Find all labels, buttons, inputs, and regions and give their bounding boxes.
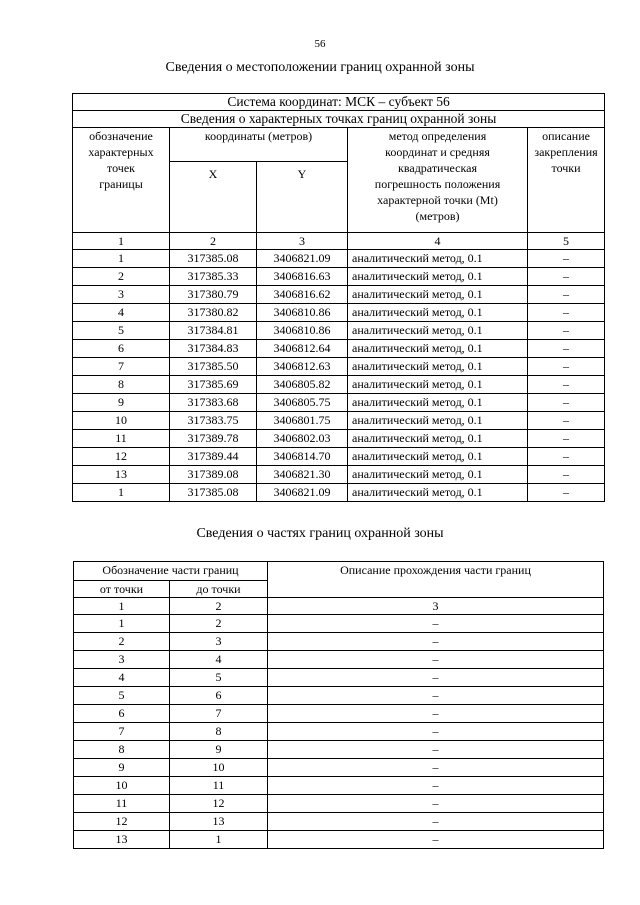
- col-designation-line: точек: [107, 161, 135, 175]
- x-coordinate-cell: 317385.08: [170, 250, 257, 268]
- part-description-cell: –: [268, 723, 604, 741]
- point-number-cell: 3: [73, 286, 170, 304]
- from-point-cell: 10: [74, 777, 170, 795]
- from-point-cell: 4: [74, 669, 170, 687]
- column-number: 1: [74, 598, 170, 615]
- method-cell: аналитический метод, 0.1: [348, 430, 528, 448]
- col-x-header: X: [170, 162, 257, 233]
- point-description-cell: –: [528, 394, 605, 412]
- point-number-cell: 5: [73, 322, 170, 340]
- part-description-cell: –: [268, 741, 604, 759]
- part-description-cell: –: [268, 831, 604, 849]
- y-coordinate-cell: 3406821.09: [257, 484, 348, 502]
- table-row: [73, 286, 605, 304]
- point-number-cell: 10: [73, 412, 170, 430]
- to-point-cell: 5: [170, 669, 268, 687]
- x-coordinate-cell: 317389.44: [170, 448, 257, 466]
- col-description-line: описание: [542, 129, 590, 143]
- point-description-cell: –: [528, 340, 605, 358]
- table-row: [74, 831, 604, 849]
- point-number-cell: 9: [73, 394, 170, 412]
- y-coordinate-cell: 3406805.82: [257, 376, 348, 394]
- method-cell: аналитический метод, 0.1: [348, 322, 528, 340]
- point-description-cell: –: [528, 430, 605, 448]
- from-point-cell: 1: [74, 615, 170, 633]
- from-point-cell: 12: [74, 813, 170, 831]
- table-row: [74, 687, 604, 705]
- points-subheader: Сведения о характерных точках границ охранной зоны: [73, 111, 605, 128]
- point-number-cell: 4: [73, 304, 170, 322]
- x-coordinate-cell: 317385.50: [170, 358, 257, 376]
- from-point-cell: 8: [74, 741, 170, 759]
- column-number: 1: [73, 233, 170, 250]
- from-point-cell: 2: [74, 633, 170, 651]
- column-number: 4: [348, 233, 528, 250]
- method-cell: аналитический метод, 0.1: [348, 304, 528, 322]
- table-row: [74, 759, 604, 777]
- x-coordinate-cell: 317384.81: [170, 322, 257, 340]
- y-coordinate-cell: 3406812.63: [257, 358, 348, 376]
- from-point-cell: 7: [74, 723, 170, 741]
- to-point-cell: 1: [170, 831, 268, 849]
- part-description-cell: –: [268, 669, 604, 687]
- x-coordinate-cell: 317380.79: [170, 286, 257, 304]
- part-description-cell: –: [268, 633, 604, 651]
- col-method-line: характерной точки (Mt): [377, 193, 498, 207]
- point-description-cell: –: [528, 268, 605, 286]
- col-description-line: точки: [551, 161, 581, 175]
- col-part-description-header: Описание прохождения части границ: [268, 562, 604, 598]
- col-designation-line: обозначение: [89, 129, 153, 143]
- method-cell: аналитический метод, 0.1: [348, 394, 528, 412]
- point-number-cell: 12: [73, 448, 170, 466]
- point-number-cell: 1: [73, 250, 170, 268]
- y-coordinate-cell: 3406816.63: [257, 268, 348, 286]
- col-from-header: от точки: [74, 581, 170, 598]
- x-coordinate-cell: 317384.83: [170, 340, 257, 358]
- from-point-cell: 13: [74, 831, 170, 849]
- x-coordinate-cell: 317383.68: [170, 394, 257, 412]
- point-number-cell: 2: [73, 268, 170, 286]
- from-point-cell: 5: [74, 687, 170, 705]
- method-cell: аналитический метод, 0.1: [348, 376, 528, 394]
- table-row: [74, 723, 604, 741]
- table-row: [73, 340, 605, 358]
- col-y-header: Y: [257, 162, 348, 233]
- col-method-header: [348, 128, 528, 233]
- x-coordinate-cell: 317380.82: [170, 304, 257, 322]
- col-coordinates-header: координаты (метров): [170, 128, 348, 162]
- to-point-cell: 4: [170, 651, 268, 669]
- col-description-header: [528, 128, 605, 233]
- part-description-cell: –: [268, 651, 604, 669]
- table-row: [73, 268, 605, 286]
- to-point-cell: 6: [170, 687, 268, 705]
- table-row: [74, 615, 604, 633]
- boundary-parts-table: [73, 561, 604, 849]
- to-point-cell: 2: [170, 615, 268, 633]
- y-coordinate-cell: 3406814.70: [257, 448, 348, 466]
- from-point-cell: 9: [74, 759, 170, 777]
- part-description-cell: –: [268, 777, 604, 795]
- point-number-cell: 13: [73, 466, 170, 484]
- method-cell: аналитический метод, 0.1: [348, 340, 528, 358]
- y-coordinate-cell: 3406801.75: [257, 412, 348, 430]
- table-row: [74, 669, 604, 687]
- point-number-cell: 7: [73, 358, 170, 376]
- table-row: [73, 484, 605, 502]
- column-number: 2: [170, 598, 268, 615]
- col-part-header: Обозначение части границ: [74, 562, 268, 581]
- y-coordinate-cell: 3406821.09: [257, 250, 348, 268]
- method-cell: аналитический метод, 0.1: [348, 286, 528, 304]
- part-description-cell: –: [268, 813, 604, 831]
- y-coordinate-cell: 3406805.75: [257, 394, 348, 412]
- coordinate-system-header: Система координат: МСК – субъект 56: [73, 94, 605, 111]
- y-coordinate-cell: 3406812.64: [257, 340, 348, 358]
- point-number-cell: 11: [73, 430, 170, 448]
- y-coordinate-cell: 3406802.03: [257, 430, 348, 448]
- col-method-line: (метров): [415, 209, 460, 223]
- point-description-cell: –: [528, 484, 605, 502]
- col-designation-line: границы: [99, 177, 143, 191]
- to-point-cell: 9: [170, 741, 268, 759]
- from-point-cell: 11: [74, 795, 170, 813]
- table-row: [74, 777, 604, 795]
- section-title-boundaries: Сведения о местоположении границ охранной зоны: [165, 60, 475, 75]
- from-point-cell: 6: [74, 705, 170, 723]
- to-point-cell: 13: [170, 813, 268, 831]
- x-coordinate-cell: 317389.08: [170, 466, 257, 484]
- table-row: [74, 813, 604, 831]
- part-description-cell: –: [268, 705, 604, 723]
- table-row: [73, 430, 605, 448]
- method-cell: аналитический метод, 0.1: [348, 268, 528, 286]
- col-method-line: погрешность положения: [374, 177, 501, 191]
- column-number: 3: [268, 598, 604, 615]
- table-row: [73, 466, 605, 484]
- table-row: [73, 412, 605, 430]
- table-row: [73, 250, 605, 268]
- table-row: [74, 705, 604, 723]
- from-point-cell: 3: [74, 651, 170, 669]
- col-designation-line: характерных: [88, 145, 154, 159]
- point-description-cell: –: [528, 412, 605, 430]
- table-row: [73, 322, 605, 340]
- method-cell: аналитический метод, 0.1: [348, 484, 528, 502]
- table-row: [74, 633, 604, 651]
- method-cell: аналитический метод, 0.1: [348, 250, 528, 268]
- x-coordinate-cell: 317389.78: [170, 430, 257, 448]
- method-cell: аналитический метод, 0.1: [348, 466, 528, 484]
- column-number: 5: [528, 233, 605, 250]
- x-coordinate-cell: 317385.69: [170, 376, 257, 394]
- to-point-cell: 11: [170, 777, 268, 795]
- part-description-cell: –: [268, 759, 604, 777]
- table-row: [74, 651, 604, 669]
- part-description-cell: –: [268, 687, 604, 705]
- table-row: [73, 304, 605, 322]
- col-method-line: координат и средняя: [385, 145, 490, 159]
- y-coordinate-cell: 3406816.62: [257, 286, 348, 304]
- table-row: [73, 358, 605, 376]
- table-row: [73, 394, 605, 412]
- col-to-header: до точки: [170, 581, 268, 598]
- point-description-cell: –: [528, 466, 605, 484]
- point-description-cell: –: [528, 304, 605, 322]
- x-coordinate-cell: 317385.08: [170, 484, 257, 502]
- method-cell: аналитический метод, 0.1: [348, 412, 528, 430]
- column-number: 2: [170, 233, 257, 250]
- part-description-cell: –: [268, 795, 604, 813]
- table-row: [73, 376, 605, 394]
- section-title-parts: Сведения о частях границ охранной зоны: [196, 526, 444, 541]
- point-description-cell: –: [528, 322, 605, 340]
- to-point-cell: 12: [170, 795, 268, 813]
- col-designation-header: [73, 128, 170, 233]
- x-coordinate-cell: 317385.33: [170, 268, 257, 286]
- point-description-cell: –: [528, 448, 605, 466]
- method-cell: аналитический метод, 0.1: [348, 358, 528, 376]
- col-method-line: метод определения: [388, 129, 487, 143]
- col-method-line: квадратическая: [398, 161, 477, 175]
- table-row: [74, 795, 604, 813]
- column-number: 3: [257, 233, 348, 250]
- method-cell: аналитический метод, 0.1: [348, 448, 528, 466]
- to-point-cell: 3: [170, 633, 268, 651]
- x-coordinate-cell: 317383.75: [170, 412, 257, 430]
- table-row: [73, 448, 605, 466]
- part-description-cell: –: [268, 615, 604, 633]
- y-coordinate-cell: 3406810.86: [257, 304, 348, 322]
- point-description-cell: –: [528, 376, 605, 394]
- to-point-cell: 8: [170, 723, 268, 741]
- y-coordinate-cell: 3406821.30: [257, 466, 348, 484]
- to-point-cell: 10: [170, 759, 268, 777]
- y-coordinate-cell: 3406810.86: [257, 322, 348, 340]
- page-number: 56: [314, 38, 326, 50]
- point-number-cell: 8: [73, 376, 170, 394]
- point-number-cell: 6: [73, 340, 170, 358]
- point-number-cell: 1: [73, 484, 170, 502]
- point-description-cell: –: [528, 286, 605, 304]
- point-description-cell: –: [528, 358, 605, 376]
- boundary-points-table: [72, 93, 605, 502]
- col-description-line: закрепления: [534, 145, 598, 159]
- point-description-cell: –: [528, 250, 605, 268]
- table-row: [74, 741, 604, 759]
- to-point-cell: 7: [170, 705, 268, 723]
